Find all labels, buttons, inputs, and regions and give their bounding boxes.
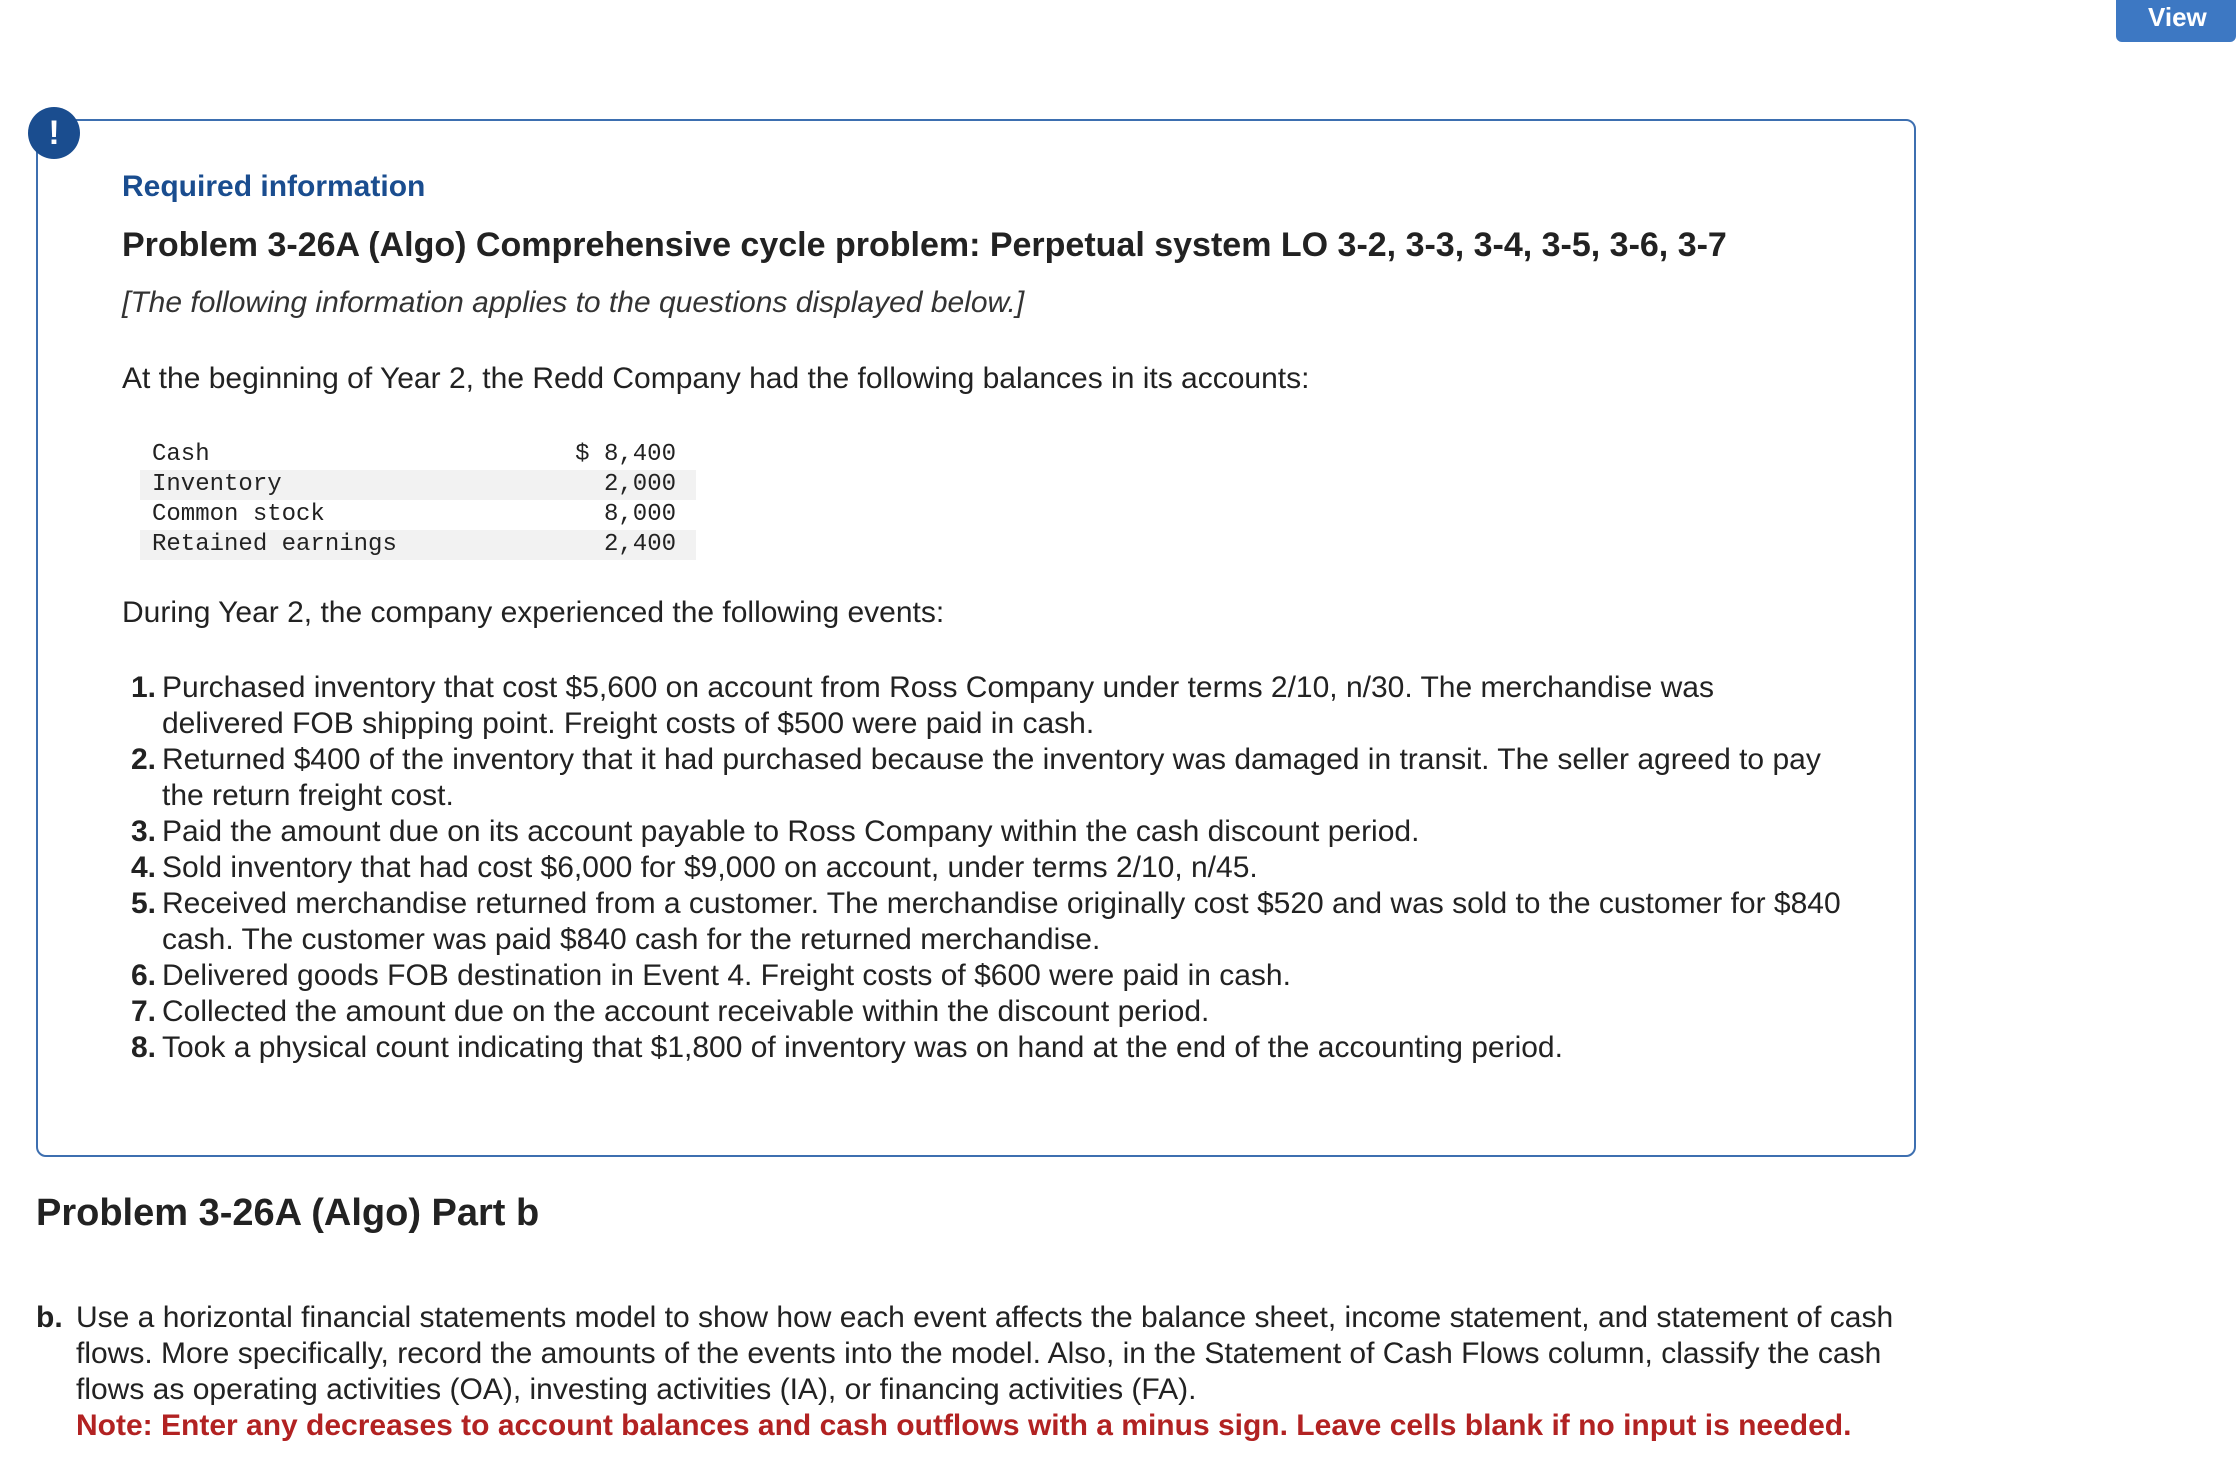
event-text: Collected the amount due on the account receivable within the discount period. <box>162 995 1210 1028</box>
alert-icon: ! <box>28 107 80 159</box>
table-row <box>140 470 696 500</box>
event-number: 6. <box>130 959 156 992</box>
list-item <box>122 958 1842 994</box>
event-number: 7. <box>130 995 156 1028</box>
list-item <box>122 850 1842 886</box>
event-number: 2. <box>130 743 156 776</box>
event-text: Purchased inventory that cost $5,600 on account from Ross Company under terms 2/10, n/30. The merchandise was delivered FOB shipping point. Freight costs of $500 were paid in cash. <box>162 671 1714 740</box>
list-item <box>122 742 1842 814</box>
required-info-label: Required information <box>122 170 426 203</box>
list-item <box>122 994 1842 1030</box>
event-number: 4. <box>130 851 156 884</box>
event-text: Returned $400 of the inventory that it had purchased because the inventory was damaged in transit. The seller agreed to pay the return freight cost. <box>162 743 1821 812</box>
event-number: 8. <box>130 1031 156 1064</box>
list-item <box>122 1030 1842 1066</box>
account-name: Inventory <box>140 470 534 500</box>
balance-table <box>140 440 696 560</box>
account-name: Cash <box>152 441 210 468</box>
problem-title: Problem 3-26A (Algo) Comprehensive cycle problem: Perpetual system LO 3-2, 3-3, 3-4, 3-5, 3-6, 3-7 <box>122 226 1727 264</box>
account-amount: 8,000 <box>603 501 676 528</box>
account-amount: $ 8,400 <box>575 441 676 468</box>
applies-note: [The following information applies to the questions displayed below.] <box>122 286 1025 319</box>
list-item <box>122 814 1842 850</box>
part-heading: Problem 3-26A (Algo) Part b <box>36 1192 540 1234</box>
question-label: b. <box>36 1301 63 1334</box>
event-number: 1. <box>130 671 156 704</box>
event-text: Received merchandise returned from a customer. The merchandise originally cost $520 and was sold to the customer for $840 cash. The customer was paid $840 cash for the returned merchandise. <box>162 887 1841 956</box>
list-item <box>122 670 1842 742</box>
account-amount: 2,400 <box>534 530 696 560</box>
event-text: Delivered goods FOB destination in Event 4. Freight costs of $600 were paid in cash. <box>162 959 1291 992</box>
events-intro: During Year 2, the company experienced the following events: <box>122 596 945 629</box>
account-amount: 2,000 <box>534 470 696 500</box>
table-row <box>140 440 696 470</box>
question-text: Use a horizontal financial statements model to show how each event affects the balance sheet, income statement, and statement of cash flows. More specifically, record the amounts of the events into the model. Also, in the Statement of Cash Flows column, classify the cash flows as operating activities (OA), investing activities (IA), or financing activities (FA). <box>76 1301 1894 1406</box>
list-item <box>122 886 1842 958</box>
account-name: Common stock <box>152 501 325 528</box>
table-row <box>140 500 696 530</box>
event-text: Sold inventory that had cost $6,000 for $9,000 on account, under terms 2/10, n/45. <box>162 851 1258 884</box>
event-number: 3. <box>130 815 156 848</box>
events-list <box>122 670 1842 1066</box>
question-block <box>36 1300 1936 1444</box>
event-number: 5. <box>130 887 156 920</box>
event-text: Took a physical count indicating that $1,800 of inventory was on hand at the end of the accounting period. <box>162 1031 1563 1064</box>
view-button[interactable]: View <box>2116 0 2236 42</box>
event-text: Paid the amount due on its account payable to Ross Company within the cash discount period. <box>162 815 1420 848</box>
question-note: Note: Enter any decreases to account balances and cash outflows with a minus sign. Leave cells blank if no input is needed. <box>76 1409 1852 1442</box>
account-name: Retained earnings <box>140 530 534 560</box>
table-row <box>140 530 696 560</box>
intro-text: At the beginning of Year 2, the Redd Company had the following balances in its accounts: <box>122 362 1310 395</box>
